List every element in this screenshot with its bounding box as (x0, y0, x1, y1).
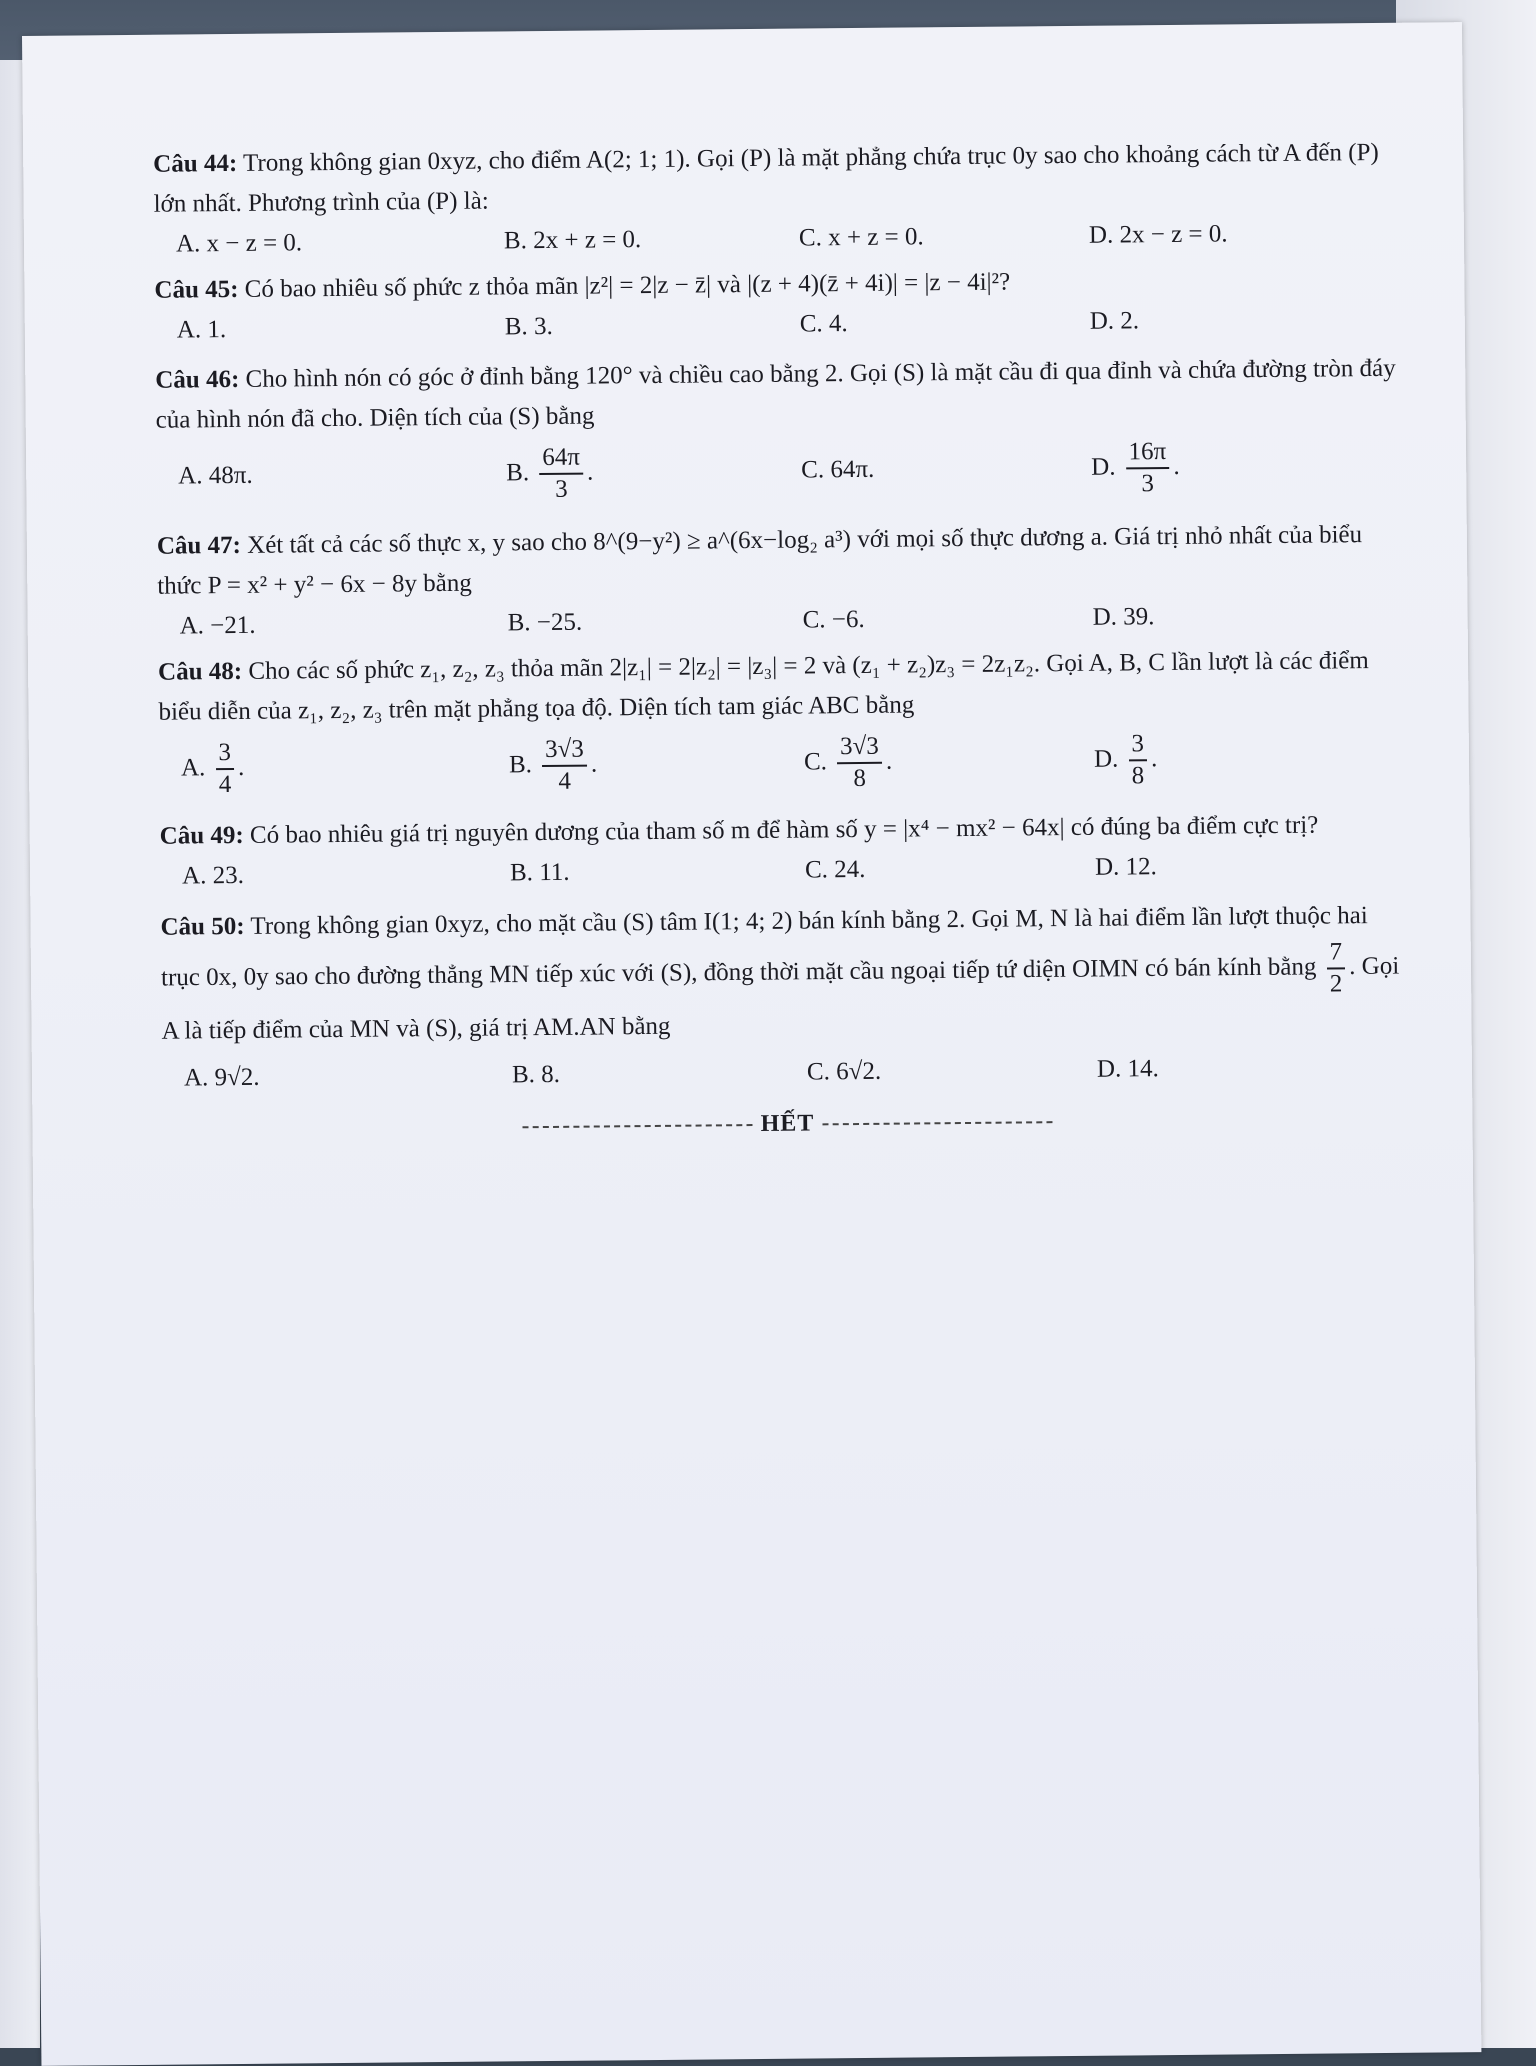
question-text: Cho các số phức z₁, z₂, z₃ thỏa mãn 2|z₁| = 2|z₂| = |z₃| = 2 và (z₁ + z₂)z₃ = 2z₁z₂. Gọi A, B, C lần lượt là các điểm biểu diễn của z₁, z₂, z₃ trên mặt phẳng tọa độ. Diện tích tam giác ABC bằng (158, 647, 1369, 726)
fraction: $\frac{3√3}{8}$ (837, 732, 882, 794)
option-d: D. 2x − z = 0. (1088, 220, 1228, 249)
option-a: A. 1. (176, 316, 227, 344)
option-a: A. 9√2. (183, 1063, 260, 1092)
question-47 (157, 515, 1408, 607)
option-b: B. 3. (504, 312, 553, 341)
question-text: Cho hình nón có góc ở đỉnh bằng 120° và chiều cao bằng 2. Gọi (S) là mặt cầu đi qua đỉnh và chứa đường tròn đáy của hình nón đã cho. Diện tích của (S) bằng (155, 354, 1396, 434)
dashed-line-left (523, 1125, 753, 1129)
question-label: Câu 48: (157, 657, 243, 686)
option-a: A. x − z = 0. (175, 229, 303, 258)
option-d: D. $\frac{3}{8}$ . (1094, 723, 1158, 796)
question-text: Có bao nhiêu giá trị nguyên dương của tham số m để hàm số y = |x⁴ − mx² − 64x| có đúng ba điểm cực trị? (249, 811, 1319, 849)
question-text: Trong không gian 0xyz, cho điểm A(2; 1; 1). Gọi (P) là mặt phẳng chứa trục 0y sao cho khoảng cách từ A đến (P) lớn nhất. Phương trình của (P) là: (153, 138, 1379, 218)
exam-content (153, 133, 1413, 1147)
question-text-after: . Gọi A là tiếp điểm của MN và (S), giá trị AM.AN bằng (161, 952, 1400, 1045)
fraction: $\frac{16\pi}{3}$ (1125, 437, 1169, 499)
exam-paper (22, 22, 1481, 2066)
option-d: D. 12. (1094, 853, 1157, 881)
fraction: $\frac{64\pi}{3}$ (539, 443, 583, 505)
question-48 (158, 641, 1409, 733)
option-c: C. 6√2. (806, 1057, 882, 1086)
option-a: A. $\frac{3}{4}$ . (181, 732, 245, 805)
question-label: Câu 50: (160, 912, 245, 941)
question-text: Trong không gian 0xyz, cho mặt cầu (S) tâm I(1; 4; 2) bán kính bằng 2. Gọi M, N là hai điểm lần lượt thuộc hai trục 0x, 0y sao cho đường thẳng MN tiếp xúc với (S), đồng thời mặt cầu ngoại tiếp tứ diện OIMN có bán kính bằng (160, 902, 1368, 992)
option-b: B. −25. (507, 608, 583, 637)
option-b: B. 2x + z = 0. (503, 226, 642, 255)
options-50 (162, 1047, 1412, 1099)
question-label: Câu 47: (156, 531, 242, 560)
option-d: D. 2. (1089, 307, 1140, 335)
option-b: B. $\frac{64\pi}{3}$ . (506, 437, 594, 510)
options-48 (159, 721, 1410, 805)
question-46 (155, 349, 1406, 441)
question-text: Xét tất cả các số thực x, y sao cho 8^(9−y²) ≥ a^(6x−log₂ a³) với mọi số thực dương a. Giá trị nhỏ nhất của biểu thức P = x² + y² − 6x − 8y bằng (157, 521, 1363, 600)
fraction: $\frac{3}{4}$ (215, 738, 234, 800)
option-a: A. −21. (179, 611, 256, 640)
question-label: Câu 45: (154, 275, 239, 304)
end-text: HẾT (760, 1110, 815, 1137)
option-c: C. 64π. (801, 455, 875, 484)
option-c: C. 4. (799, 310, 848, 338)
options-46 (156, 429, 1407, 513)
dashed-line-right (822, 1122, 1052, 1126)
end-marker (162, 1105, 1412, 1147)
option-b: B. 8. (511, 1060, 561, 1089)
question-text: Có bao nhiêu số phức z thỏa mãn |z²| = 2|z − z̄| và |(z + 4)(z̄ + 4i)| = |z − 4i|²? (244, 268, 1011, 303)
option-c: C. 24. (804, 855, 866, 884)
option-c: C. −6. (802, 605, 865, 634)
question-label: Câu 46: (155, 365, 240, 394)
option-d: D. 39. (1092, 603, 1155, 631)
fraction: $\frac{3}{8}$ (1128, 730, 1147, 792)
question-44 (153, 133, 1404, 225)
option-c: C. $\frac{3√3}{8}$ . (804, 726, 893, 799)
option-b: B. $\frac{3√3}{4}$ . (509, 729, 598, 802)
option-a: A. 48π. (178, 461, 253, 490)
option-d: D. 14. (1096, 1055, 1159, 1083)
question-label: Câu 44: (153, 149, 238, 178)
fraction: $\frac{7}{2}$ (1326, 937, 1345, 999)
question-50 (160, 895, 1411, 1053)
option-a: A. 23. (181, 861, 245, 890)
option-c: C. x + z = 0. (798, 223, 924, 252)
option-d: D. $\frac{16\pi}{3}$ . (1091, 431, 1180, 504)
option-b: B. 11. (509, 858, 570, 887)
question-label: Câu 49: (159, 821, 244, 850)
fraction: $\frac{3√3}{4}$ (542, 735, 587, 797)
